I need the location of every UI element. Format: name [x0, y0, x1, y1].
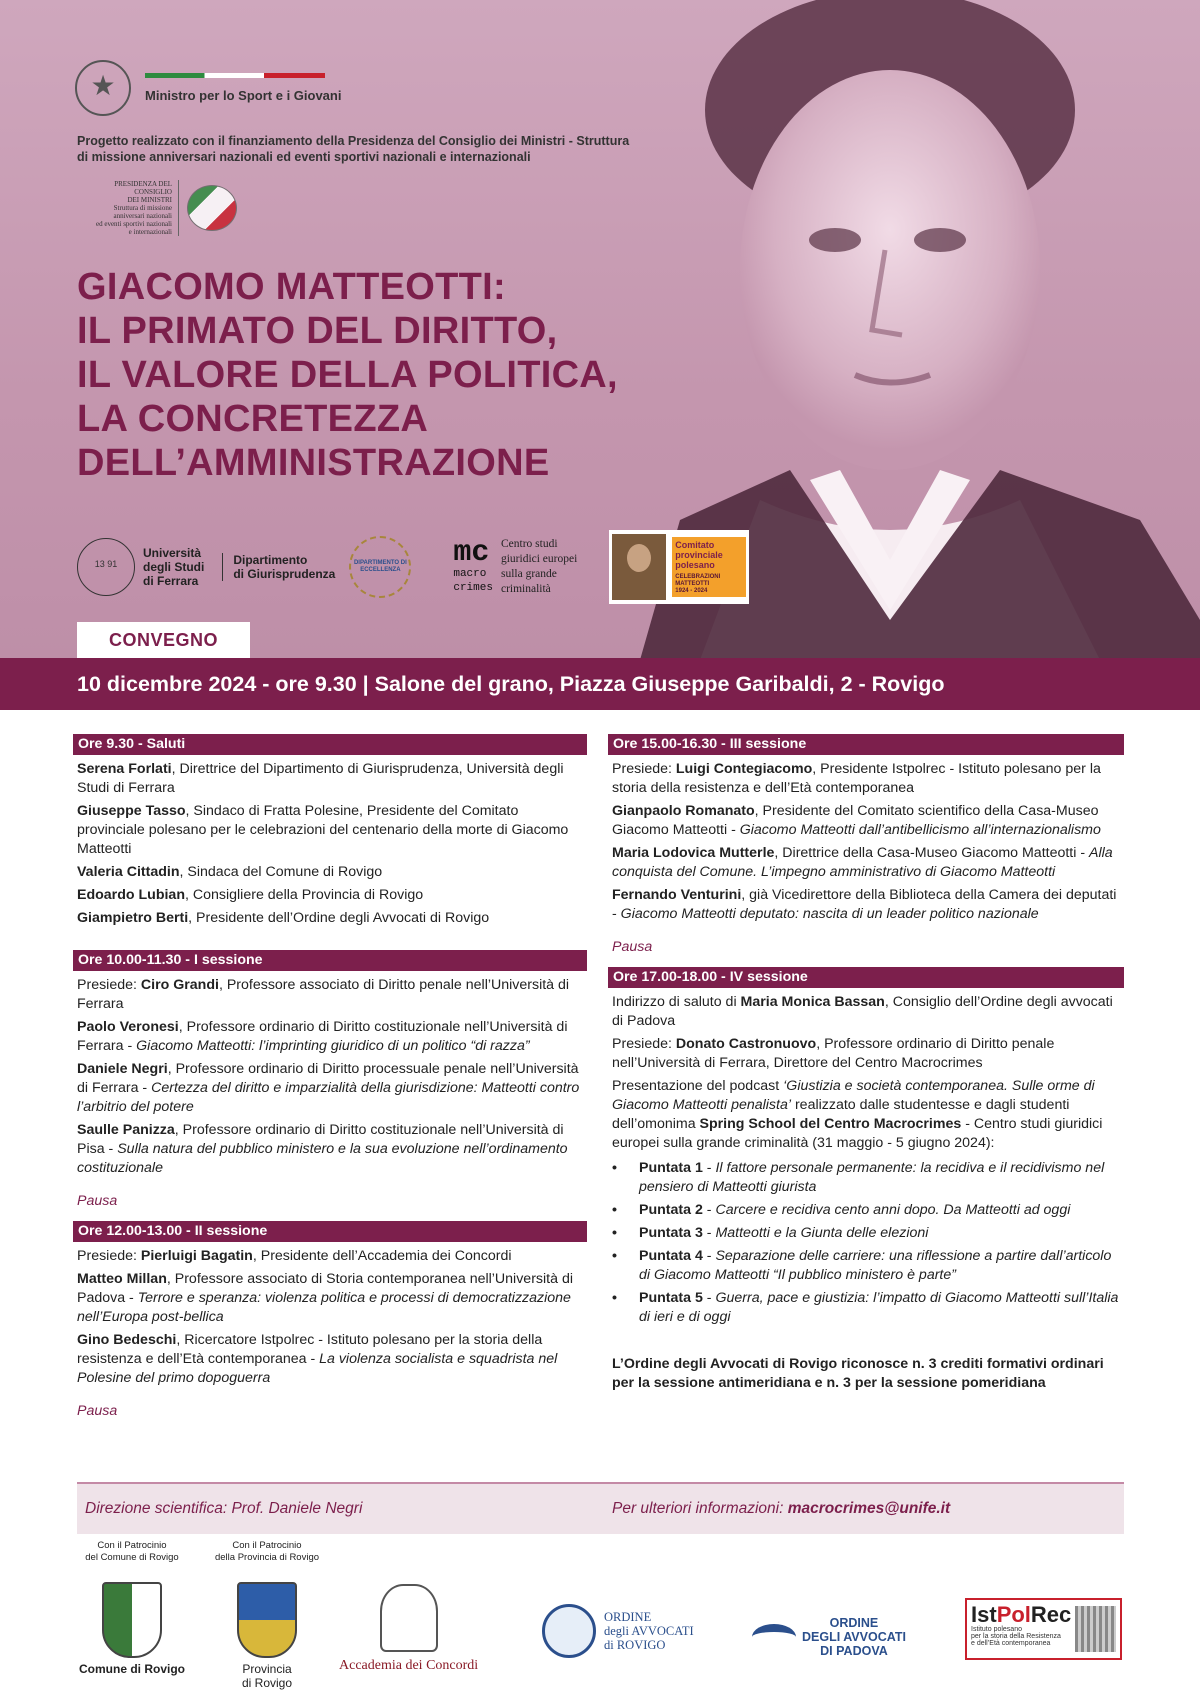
podcast-episodes [612, 1159, 1124, 1327]
italian-republic-emblem-icon [75, 60, 131, 116]
provincia-patronage: Con il Patrocinio della Provincia di Rovigo Provincia di Rovigo [214, 1540, 320, 1690]
speaker: Matteo Millan, Professore associato di Storia contemporanea nell’Università di Padova - Terrore e speranza: violenza politica e processi di democratizzazione nell’Europa post-bellica [77, 1271, 573, 1325]
session-heading: Ore 9.30 - Saluti [73, 734, 587, 755]
list-item: • Puntata 1 - Il fattore personale permanente: la recidiva e il recidivismo nel pensiero di Matteotti giurista [612, 1159, 1124, 1197]
session-chair: Presiede: Luigi Contegiacomo, Presidente Istpolrec - Istituto polesano per la storia della resistenza e dell’Età contemporanea [612, 761, 1101, 796]
break-label: Pausa [612, 939, 653, 955]
speaker: Serena Forlati, Direttrice del Dipartimento di Giurisprudenza, Università degli Studi di Ferrara [77, 761, 564, 796]
speaker: Edoardo Lubian, Consigliere della Provincia di Rovigo [77, 887, 424, 903]
pcm-text: PRESIDENZA DEL CONSIGLIO DEI MINISTRI Struttura di missione anniversari nazionali ed eventi sportivi nazionali e internazionali [77, 180, 179, 236]
istpolrec-photo-icon [1075, 1606, 1116, 1652]
greeting: Indirizzo di saluto di Maria Monica Bassan, Consiglio dell’Ordine degli avvocati di Padova [612, 994, 1113, 1029]
list-item: • Puntata 2 - Carcere e recidiva cento anni dopo. Da Matteotti ad oggi [612, 1201, 1124, 1220]
title-line: LA CONCRETEZZA [77, 398, 429, 440]
list-item: • Puntata 4 - Separazione delle carriere: una riflessione a partire dall’articolo di Giacomo Matteotti “Il pubblico ministero è parte” [612, 1247, 1124, 1285]
dipartimento-eccellenza-icon: DIPARTIMENTO DI ECCELLENZA [349, 536, 411, 598]
accademia-logo: Accademia dei Concordi [339, 1584, 478, 1674]
session-heading: Ore 17.00-18.00 - IV sessione [608, 967, 1124, 988]
mc-mark: mc [453, 536, 490, 570]
provincia-crest-icon [237, 1582, 297, 1658]
session-heading: Ore 10.00-11.30 - I sessione [73, 950, 587, 971]
credits-note: L’Ordine degli Avvocati di Rovigo riconosce n. 3 crediti formativi ordinari per la sessione antimeridiana e n. 3 per la sessione pomeridiana [612, 1356, 1104, 1391]
patronage-logos [77, 1540, 1124, 1690]
more-info: Per ulteriori informazioni: macrocrimes@unife.it [612, 1500, 951, 1517]
session-chair: Presiede: Pierluigi Bagatin, Presidente dell’Accademia dei Concordi [77, 1248, 512, 1264]
organizer-logos [77, 530, 749, 604]
speaker: Maria Lodovica Mutterle, Direttrice della Casa-Museo Giacomo Matteotti - Alla conquista del Comune. L’impegno amministrativo di Giacomo Matteotti [612, 845, 1113, 880]
title-line: GIACOMO MATTEOTTI: [77, 266, 506, 308]
title-line: IL VALORE DELLA POLITICA, [77, 354, 618, 396]
email-link[interactable]: macrocrimes@unife.it [787, 1500, 951, 1517]
session-chair: Presiede: Donato Castronuovo, Professore ordinario di Diritto penale nell’Università di Ferrara, Direttore del Centro Macrocrimes [612, 1036, 1055, 1071]
speaker: Paolo Veronesi, Professore ordinario di Diritto costituzionale nell’Università di Ferrara - Giacomo Matteotti: l’imprinting giuridico di un politico “di razza” [77, 1019, 568, 1054]
pcm-logo [77, 180, 237, 236]
list-item: • Puntata 3 - Matteotti e la Giunta delle elezioni [612, 1224, 1124, 1243]
session-chair: Presiede: Ciro Grandi, Professore associato di Diritto penale nell’Università di Ferrara [77, 977, 570, 1012]
ordine-padova-logo: ORDINE DEGLI AVVOCATI DI PADOVA [752, 1616, 906, 1658]
colosseum-icon [752, 1624, 796, 1650]
event-title [77, 265, 717, 485]
break-label: Pausa [77, 1403, 118, 1419]
program-left-column [77, 734, 587, 1431]
speaker: Valeria Cittadin, Sindaca del Comune di Rovigo [77, 864, 383, 880]
speaker: Daniele Negri, Professore ordinario di Diritto processuale penale nell’Università di Ferrara - Certezza del diritto e imparzialità della giurisdizione: Matteotti contro l’arbitrio del potere [77, 1061, 580, 1115]
istpolrec-logo: IstPolRec Istituto polesano per la storia della Resistenza e dell’Età contemporanea [965, 1598, 1122, 1660]
comune-patronage: Con il Patrocinio del Comune di Rovigo Comune di Rovigo [79, 1540, 185, 1676]
speaker: Gianpaolo Romanato, Presidente del Comitato scientifico della Casa-Museo Giacomo Matteotti - Giacomo Matteotti dall’antibellicismo all’internazionalismo [612, 803, 1101, 838]
speaker: Giampietro Berti, Presidente dell’Ordine degli Avvocati di Rovigo [77, 910, 490, 926]
event-type-badge: CONVEGNO [77, 622, 250, 658]
unife-logo: 13 91 Università degli Studi di Ferrara Dipartimento di Giurisprudenza [77, 538, 335, 596]
program-right-column [612, 734, 1124, 1393]
department-name: Dipartimento di Giurisprudenza [222, 553, 335, 581]
ministry-name: Ministro per lo Sport e i Giovani [145, 88, 342, 103]
anniversari-nazionali-icon [187, 185, 237, 231]
speaker: Giuseppe Tasso, Sindaco di Fratta Polesine, Presidente del Comitato provinciale polesano per le celebrazioni del centenario della morte di Giacomo Matteotti [77, 803, 569, 857]
podcast-presentation: Presentazione del podcast ‘Giustizia e società contemporanea. Sulle orme di Giacomo Matteotti penalista’ realizzato dalle studentesse e dagli studenti dell’omonima Spring School del Centro Macrocrimes - Centro studi giuridici europei sulla grande criminalità (31 maggio - 5 giugno 2024): [612, 1078, 1103, 1151]
header-banner [0, 0, 1200, 660]
unife-seal-icon [77, 538, 135, 596]
comitato-polesano-logo: Comitato provinciale polesano CELEBRAZIONI MATTEOTTI 1924 - 2024 [609, 530, 749, 604]
comune-crest-icon [102, 1582, 162, 1658]
footer-info-band [77, 1482, 1124, 1534]
session-heading: Ore 12.00-13.00 - II sessione [73, 1221, 587, 1242]
accademia-emblem-icon [380, 1584, 438, 1652]
ordine-rovigo-logo: ORDINE degli AVVOCATI di ROVIGO [542, 1604, 694, 1658]
speaker: Gino Bedeschi, Ricercatore Istpolrec - Istituto polesano per la storia della resistenza e dell’Età contemporanea - La violenza socialista e squadrista nel Polesine del primo dopoguerra [77, 1332, 558, 1386]
funding-note: Progetto realizzato con il finanziamento della Presidenza del Consiglio dei Ministri - Struttura di missione anniversari nazionali ed eventi sportivi nazionali e internazionali [77, 134, 630, 164]
title-line: IL PRIMATO DEL DIRITTO, [77, 310, 558, 352]
break-label: Pausa [77, 1193, 118, 1209]
tricolor-line [145, 73, 325, 78]
macrocrimes-logo: mc macro crimes Centro studi giuridici europei sulla grande criminalità [453, 536, 578, 595]
ministry-logo [75, 60, 341, 116]
date-place-banner: 10 dicembre 2024 - ore 9.30 | Salone del grano, Piazza Giuseppe Garibaldi, 2 - Rovigo [0, 658, 1200, 710]
scientific-direction: Direzione scientifica: Prof. Daniele Negri [85, 1500, 363, 1517]
comitato-portrait-icon [612, 534, 666, 600]
speaker: Saulle Panizza, Professore ordinario di Diritto costituzionale nell’Università di Pisa - Sulla natura del pubblico ministero e la sua evoluzione nell’ordinamento costituzionale [77, 1122, 568, 1176]
title-line: DELL’AMMINISTRAZIONE [77, 442, 550, 484]
scales-seal-icon [542, 1604, 596, 1658]
speaker: Fernando Venturini, già Vicedirettore della Biblioteca della Camera dei deputati - Giacomo Matteotti deputato: nascita di un leader politico nazionale [612, 887, 1117, 922]
session-heading: Ore 15.00-16.30 - III sessione [608, 734, 1124, 755]
list-item: • Puntata 5 - Guerra, pace e giustizia: l’impatto di Giacomo Matteotti sull’Italia di ieri e di oggi [612, 1289, 1124, 1327]
